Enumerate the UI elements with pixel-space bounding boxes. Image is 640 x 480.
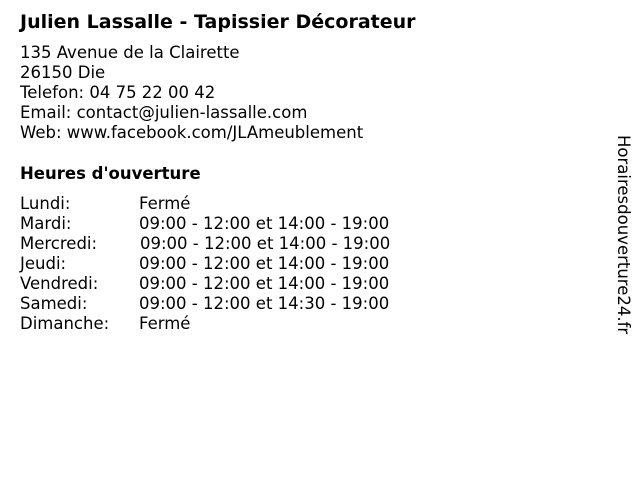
day-hours: Fermé: [139, 194, 191, 213]
hours-heading: Heures d'ouverture: [20, 164, 201, 183]
day-label: Jeudi:: [20, 254, 67, 273]
day-hours: 09:00 - 12:00 et 14:00 - 19:00: [139, 274, 390, 293]
day-label: Vendredi:: [20, 274, 99, 293]
day-label: Mardi:: [20, 214, 72, 233]
hours-row-samedi: [20, 294, 440, 314]
day-label: Samedi:: [20, 294, 88, 313]
business-name: Julien Lassalle - Tapissier Décorateur: [20, 11, 416, 33]
hours-row-mardi: [20, 214, 440, 234]
hours-row-vendredi: [20, 274, 440, 294]
day-hours: 09:00 - 12:00 et 14:00 - 19:00: [139, 214, 390, 233]
address-street: 135 Avenue de la Clairette: [20, 43, 240, 62]
day-label: Lundi:: [20, 194, 71, 213]
day-hours: Fermé: [139, 314, 191, 333]
day-hours: 09:00 - 12:00 et 14:00 - 19:00: [139, 254, 390, 273]
hours-row-mercredi: [20, 234, 440, 254]
day-label: Mercredi:: [20, 234, 98, 253]
address-city: 26150 Die: [20, 63, 106, 82]
site-watermark: [613, 135, 633, 345]
day-label: Dimanche:: [20, 314, 110, 333]
day-hours: 09:00 - 12:00 et 14:00 - 19:00: [140, 234, 391, 253]
opening-hours-list: [20, 194, 440, 334]
phone-line: Telefon: 04 75 22 00 42: [20, 83, 216, 102]
contact-block: [20, 43, 363, 143]
day-hours: 09:00 - 12:00 et 14:30 - 19:00: [139, 294, 390, 313]
hours-row-lundi: [20, 194, 440, 214]
hours-row-dimanche: [20, 314, 440, 334]
site-name: Horairesdouverture24.fr: [614, 135, 633, 335]
hours-row-jeudi: [20, 254, 440, 274]
email-line: Email: contact@julien-lassalle.com: [20, 103, 308, 122]
web-line: Web: www.facebook.com/JLAmeublement: [20, 123, 364, 142]
